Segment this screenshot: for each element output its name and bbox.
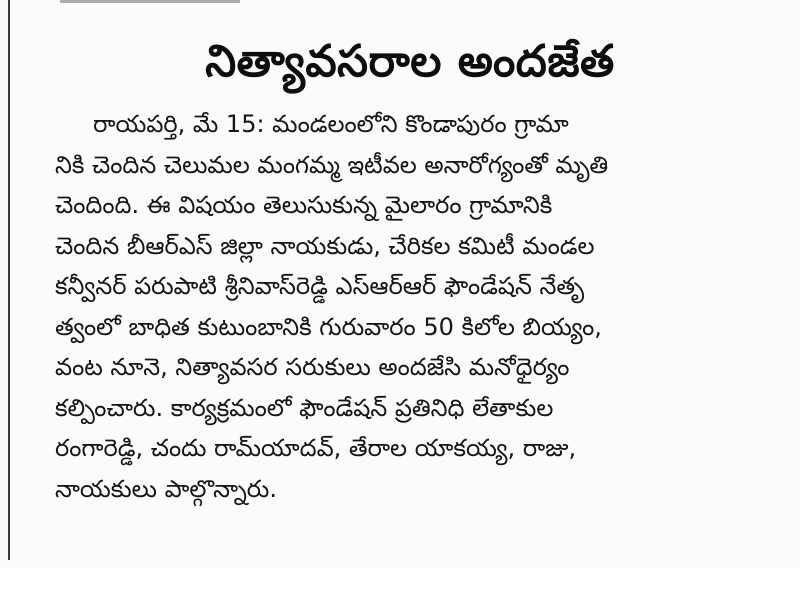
article-line-8: కల్పించారు. కార్యక్రమంలో ఫౌండేషన్ ప్రతినిధి లేతాకుల [55, 393, 554, 422]
previous-article-fragment [60, 0, 240, 9]
article-line-7: వంట నూనె, నిత్యావసర సరుకులు అందజేసి మనోధైర్యం [55, 353, 570, 381]
article-line-10: నాయకులు పాల్గొన్నారు. [55, 474, 277, 503]
article-line-9: రంగారెడ్డి, చందు రామ్‌యాదవ్, తేరాల యాకయ్య, రాజు, [55, 434, 577, 462]
column-divider [8, 0, 10, 560]
article-line-6: త్వంలో బాధిత కుటుంబానికి గురువారం 50 కిలోల బియ్యం, [55, 312, 602, 341]
article-body [55, 104, 755, 509]
page-margin [0, 568, 800, 608]
article-line-1: రాయపర్తి, మే 15: మండలంలోని కొండాపురం గ్రామా [93, 110, 569, 138]
article-line-4: చెందిన బీఆర్ఎస్ జిల్లా నాయకుడు, చేరికల కమిటీ మండల [55, 231, 595, 260]
article-line-5: కన్వీనర్ పరుపాటి శ్రీనివాస్‌రెడ్డి ఎస్ఆర్ఆర్ ఫౌండేషన్ నేతృ [55, 272, 585, 300]
article-line-3: చెందింది. ఈ విషయం తెలుసుకున్న మైలారం గ్రామానికి [55, 191, 553, 219]
article-headline: నిత్యావసరాల అందజేత [205, 36, 615, 87]
article-line-2: నికి చెందిన చెలుమల మంగమ్మ ఇటీవల అనారోగ్యంతో మృతి [55, 150, 609, 179]
